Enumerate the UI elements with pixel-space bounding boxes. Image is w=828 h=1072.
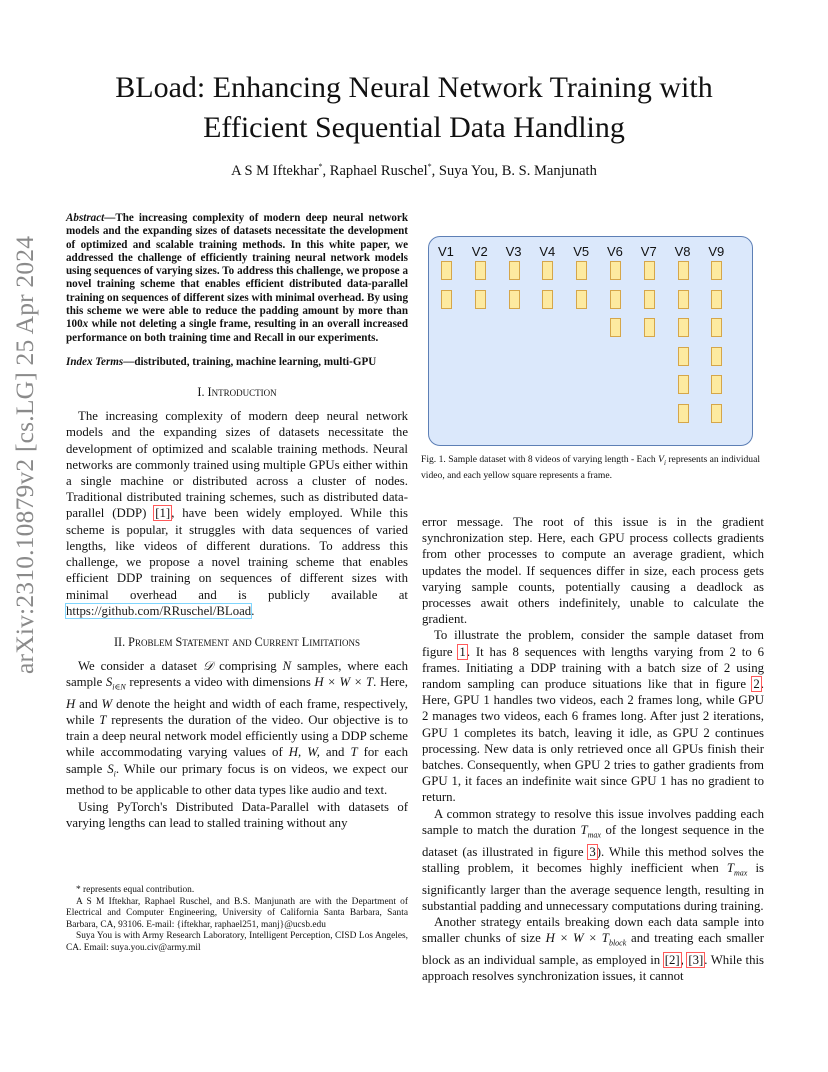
- frame-square: [711, 290, 722, 309]
- frame-square: [711, 261, 722, 280]
- frame-square: [475, 290, 486, 309]
- frame-square: [711, 404, 722, 423]
- frame-square: [576, 290, 587, 309]
- frame-square: [509, 261, 520, 280]
- figure-ref-3[interactable]: 3: [589, 844, 596, 859]
- frame-square: [678, 347, 689, 366]
- frame-square: [509, 290, 520, 309]
- frame-square: [678, 404, 689, 423]
- title-line-2: Efficient Sequential Data Handling: [203, 111, 625, 144]
- citation-link[interactable]: [2]: [664, 952, 680, 967]
- author-3: Suya You, B. S. Manjunath: [438, 162, 597, 179]
- figure-ref-2[interactable]: 2: [753, 677, 760, 692]
- left-column: [66, 212, 408, 831]
- video-label-v1: V1: [438, 244, 454, 259]
- problem-text: We consider a dataset 𝒟 comprising N samples, where each sample $S_{i\in N}$ represents a video with dimensions H × W × T. Here, H and W denote the height and width of each frame, respectively, while T represents the duration of the video. Our objective is to train a deep neural network model efficiently using a DDP scheme while accommodating varying values of H, W, and T for each sample $S_i$. While our primary focus is on videos, we expect our method to be applicable to other data types like audio and text. Using PyTorch's Distributed Data-Parallel with datasets of varying lengths can lead to stalled training without any: [66, 658, 409, 830]
- frame-square: [711, 318, 722, 337]
- abstract-label: Abstract: [66, 212, 105, 224]
- frame-square: [542, 261, 553, 280]
- paper-title: [60, 68, 768, 148]
- figure-1-diagram: [428, 236, 753, 446]
- video-label-v9: V9: [708, 244, 725, 259]
- abstract-text: —The increasing complexity of modern deep neural network models and the expanding sizes of datasets necessitate the development of optimized and scalable training methods. In this white paper, we addressed the challenge of efficiently training neural network models using sequences of varying sizes. To address this challenge, we propose a novel training scheme that enables efficient distributed data-parallel training on sequences of different sizes with minimal overhead. By using this scheme we were able to reduce the padding amount by more than 100: [66, 212, 408, 331]
- figure-1-caption: Fig. 1. Sample dataset with 8 videos of varying length - Each $V_i$ represents an individual video, and each yellow square represents a frame.: [421, 454, 761, 481]
- right-column: [422, 514, 764, 984]
- footnote-equal-contribution: * represents equal contribution.: [76, 885, 195, 895]
- right-column-text: error message. The root of this issue is in the gradient synchronization step. Here, each GPU process collects gradients from other processes to compute an average gradient, which updates the model. If sequences differ in size, each process gets varying sample counts, potentially causing a deadlock as processes await others indefinitely, unable to calculate the gradient. To illustrate the problem, consider the sample dataset from figure 1. It has 8 sequences with lengths varying from 2 to 6 frames. Initiating a DDP training with a batch size of 2 using random sampling can produce situations like that in figure 2. Here, GPU 1 handles two videos, each 2 frames long, while GPU 2 manages two videos, each 6 frames long. After just 2 iterations, GPU 1 completes its batch, leaving it idle, as GPU 2 continues processing. New data is only retrieved once all GPUs finish their batches. Consequently, when GPU 2 tries to gather gradients from GPU 1, it faces an indefinite wait since GPU 1 has no gradient to return. A common strategy to resolve this issue involves padding each sample to match the duration $T_{max}$ of the longest sequence in the dataset (as illustrated in figure 3). While this method solves the stalling problem, it becomes highly inefficient when $T_{max}$ is significantly larger than the average sequence length, resulting in substantial padding and unnecessary computations during training. Another strategy entails breaking down each data sample into smaller chunks of size $H \times W \times T_{block}$ and treating each smaller block as an individual sample, as employed in [2], [3]. While this approach resolves synchronization issues, it cannot: [422, 515, 765, 984]
- frame-square: [678, 290, 689, 309]
- frame-square: [711, 375, 722, 394]
- video-label-v6: V6: [607, 244, 623, 259]
- video-label-v3: V3: [505, 244, 522, 259]
- frame-square: [610, 261, 621, 280]
- index-terms: Index Terms—distributed, training, machine learning, multi-GPU: [66, 355, 377, 368]
- frame-square: [711, 347, 722, 366]
- video-label-v2: V2: [471, 244, 488, 259]
- frame-square: [644, 318, 655, 337]
- frame-square: [441, 261, 452, 280]
- frame-square: [678, 318, 689, 337]
- video-label-v5: V5: [573, 244, 590, 259]
- footnote-affiliation-ucsb: A S M Iftekhar, Raphael Ruschel, and B.S. Manjunath are with the Department of Electrical and Computer Engineering, University of California Santa Barbara, Santa Barbara, CA, 93106. E-mail: {iftekhar, raphael251, manj}@ucsb.edu: [66, 896, 408, 930]
- footnotes: [66, 885, 408, 955]
- frame-square: [644, 261, 655, 280]
- video-label-v8: V8: [674, 244, 691, 259]
- citation-link[interactable]: [1]: [155, 506, 171, 521]
- frame-square: [610, 290, 621, 309]
- footnote-affiliation-arl: Suya You is with Army Research Laboratory, Intelligent Perception, CISD Los Angeles, CA. Email: suya.you.civ@army.mil: [66, 931, 408, 953]
- author-2: Raphael Ruschel: [329, 162, 428, 179]
- frame-square: [644, 290, 655, 309]
- video-label-v7: V7: [640, 244, 657, 259]
- index-terms-label: Index Terms: [66, 355, 124, 368]
- frame-square: [678, 261, 689, 280]
- author-1: A S M Iftekhar: [231, 162, 319, 179]
- frame-square: [475, 261, 486, 280]
- github-link[interactable]: https://github.com/RRuschel/BLoad: [66, 603, 252, 618]
- frame-square: [441, 290, 452, 309]
- video-label-v4: V4: [539, 244, 556, 259]
- frame-square: [576, 261, 587, 280]
- figure-ref-1[interactable]: 1: [459, 644, 466, 659]
- introduction-text: The increasing complexity of modern deep neural network models and the expanding sizes of datasets necessitate the development of optimized and scalable training methods. Neural networks are commonly trained using multiple GPUs either within a single machine or distributed across a cluster of nodes. Traditional distributed training schemes, such as distributed data-parallel (DDP) [1], have been widely employed. While this scheme is popular, it struggles with data sequences of varied lengths, like videos of different durations. To address this challenge, we propose a novel training scheme that enables efficient DDP training on sequences of different sizes with minimal overhead and is publicly available at https://github.com/RRuschel/BLoad.: [66, 409, 409, 618]
- citation-link[interactable]: [3]: [688, 952, 704, 967]
- author-list: A S M Iftekhar*, Raphael Ruschel*, Suya You, B. S. Manjunath: [231, 162, 597, 179]
- section-heading-introduction: I. Introduction: [197, 385, 277, 400]
- abstract: Abstract—The increasing complexity of modern deep neural network models and the expanding sizes of datasets necessitate the development of optimized and scalable training methods. In this white paper, we addressed the challenge of efficiently training neural network models using sequences of varying sizes. To address this challenge, we propose a novel training scheme that enables efficient distributed data-parallel training on sequences of different sizes with minimal overhead. By using this scheme we were able to reduce the padding amount by more than 100x while not deleting a single frame, resulting in an overall increased performance on both training time and Recall in our experiments.: [66, 212, 408, 344]
- frame-square: [542, 290, 553, 309]
- arxiv-stamp: arXiv:2310.10879v2 [cs.LG] 25 Apr 2024: [10, 235, 39, 674]
- section-heading-problem: II. Problem Statement and Current Limitations: [113, 634, 361, 649]
- frame-square: [678, 375, 689, 394]
- frame-square: [610, 318, 621, 337]
- title-line-1: BLoad: Enhancing Neural Network Training with: [115, 71, 713, 104]
